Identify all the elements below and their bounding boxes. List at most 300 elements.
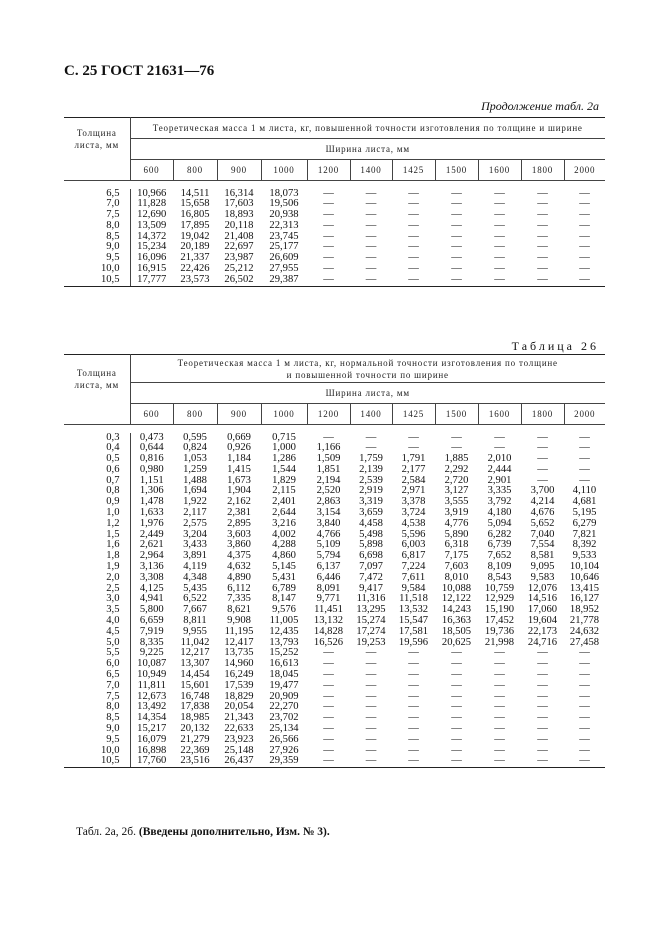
- mass-cell: 23,987: [224, 252, 254, 264]
- thickness-cell: 1,9: [64, 562, 130, 573]
- mass-cell: 3,136: [139, 561, 164, 573]
- mass-cell: 9,095: [530, 561, 555, 573]
- mass-cell: —: [537, 263, 548, 275]
- mass-cell: —: [537, 230, 548, 242]
- mass-cell: —: [408, 679, 419, 691]
- mass-cell: 12,435: [269, 625, 299, 637]
- mass-cell: 5,498: [359, 528, 383, 540]
- mass-cell: 5,890: [444, 528, 469, 540]
- mass-cell: 2,720: [444, 474, 469, 486]
- mass-cell: —: [579, 733, 590, 745]
- mass-cell: 16,363: [441, 615, 472, 627]
- mass-cell: 10,949: [137, 669, 167, 681]
- mass-cell: 2,863: [316, 496, 341, 508]
- mass-cell: —: [451, 669, 462, 681]
- mass-cell: —: [365, 198, 377, 210]
- mass-cell: 6,282: [487, 528, 512, 540]
- mass-cell: 2,520: [316, 485, 341, 497]
- thickness-cell: 5,0: [64, 638, 130, 649]
- mass-cell: 23,923: [224, 733, 254, 745]
- mass-cell: —: [494, 198, 505, 210]
- mass-cell: 22,426: [180, 263, 210, 275]
- mass-cell: 21,343: [224, 712, 254, 724]
- mass-cell: —: [365, 669, 377, 681]
- mass-cell: 3,555: [444, 496, 469, 508]
- mass-cell: 2,139: [359, 463, 383, 475]
- mass-cell: —: [451, 198, 462, 210]
- mass-cell: —: [451, 701, 462, 713]
- thickness-cell: 1,6: [64, 540, 130, 551]
- mass-cell: 3,127: [444, 485, 469, 497]
- mass-cell: 0,595: [183, 431, 207, 443]
- thickness-cell: 8,5: [64, 713, 130, 724]
- mass-cell: —: [579, 241, 590, 253]
- thickness-cell: 1,2: [64, 519, 130, 530]
- mass-cell: —: [579, 723, 590, 735]
- mass-cell: 22,270: [269, 701, 299, 713]
- thickness-cell: 3,5: [64, 605, 130, 616]
- mass-cell: —: [579, 209, 590, 221]
- mass-cell: 9,584: [401, 582, 426, 594]
- width-col-header: 900: [217, 404, 261, 425]
- mass-cell: 4,941: [139, 593, 164, 605]
- mass-cell: 2,644: [272, 507, 296, 519]
- mass-cell: 16,915: [137, 263, 167, 275]
- mass-cell: 4,125: [139, 582, 164, 594]
- mass-cell: 3,700: [530, 485, 555, 497]
- mass-cell: 10,104: [569, 561, 600, 573]
- width-col-header: 1000: [261, 404, 307, 425]
- mass-cell: 1,151: [139, 474, 164, 486]
- mass-cell: 19,604: [527, 615, 558, 627]
- mass-cell: 11,828: [137, 198, 167, 210]
- mass-cell: —: [365, 263, 377, 275]
- mass-cell: 24,716: [527, 636, 558, 648]
- mass-cell: 16,805: [180, 209, 210, 221]
- mass-cell: —: [451, 658, 462, 670]
- width-col-header: 1800: [521, 404, 564, 425]
- mass-cell: 6,522: [183, 593, 207, 605]
- mass-cell: 3,919: [444, 507, 469, 519]
- mass-cell: —: [365, 690, 377, 702]
- mass-cell: 6,698: [359, 550, 383, 562]
- mass-cell: 17,581: [398, 625, 429, 637]
- mass-cell: 17,274: [356, 625, 386, 637]
- mass-cell: 0,473: [139, 431, 164, 443]
- mass-cell: 14,354: [137, 712, 167, 724]
- mass-cell: —: [579, 187, 590, 199]
- mass-cell: —: [365, 679, 377, 691]
- mass-cell: 2,901: [487, 474, 512, 486]
- mass-cell: 5,794: [316, 550, 341, 562]
- mass-cell: —: [579, 252, 590, 264]
- mass-cell: 5,435: [183, 582, 207, 594]
- thickness-cell: 6,5: [64, 670, 130, 681]
- mass-cell: —: [365, 647, 377, 659]
- mass-cell: —: [365, 431, 377, 443]
- group-header: Теоретическая масса 1 м листа, кг, повышенной точности изготовления по толщине и ширине: [130, 118, 605, 139]
- mass-cell: 15,274: [356, 615, 386, 627]
- mass-cell: 7,667: [183, 604, 207, 616]
- mass-cell: —: [323, 230, 334, 242]
- stub-header-thickness: [64, 355, 130, 404]
- table-row: [64, 756, 605, 767]
- mass-cell: 16,079: [137, 733, 167, 745]
- thickness-cell: 4,0: [64, 616, 130, 627]
- mass-cell: —: [494, 263, 505, 275]
- mass-cell: —: [365, 712, 377, 724]
- thickness-cell: 7,5: [64, 692, 130, 703]
- thickness-cell: 2,0: [64, 573, 130, 584]
- thickness-cell: 6,0: [64, 659, 130, 670]
- mass-cell: —: [408, 209, 419, 221]
- thickness-cell: 9,0: [64, 242, 130, 253]
- mass-cell: 3,840: [316, 517, 341, 529]
- mass-cell: 3,792: [487, 496, 512, 508]
- mass-cell: —: [579, 198, 590, 210]
- mass-cell: —: [451, 241, 462, 253]
- mass-cell: 11,518: [399, 593, 428, 605]
- mass-cell: —: [323, 733, 334, 745]
- mass-cell: 17,452: [484, 615, 515, 627]
- mass-cell: 9,583: [530, 571, 555, 583]
- mass-cell: —: [537, 690, 548, 702]
- mass-cell: —: [537, 647, 548, 659]
- mass-cell: 0,715: [272, 431, 296, 443]
- mass-cell: 14,511: [180, 187, 210, 199]
- mass-cell: 13,532: [398, 604, 429, 616]
- mass-cell: —: [408, 658, 419, 670]
- mass-cell: 12,690: [137, 209, 167, 221]
- mass-cell: —: [494, 219, 505, 231]
- mass-cell: 7,611: [401, 571, 426, 583]
- mass-cell: 20,938: [269, 209, 299, 221]
- mass-cell: —: [494, 712, 505, 724]
- mass-cell: 14,454: [180, 669, 210, 681]
- mass-cell: —: [451, 431, 462, 443]
- mass-cell: —: [451, 219, 462, 231]
- mass-cell: 1,544: [272, 463, 296, 475]
- mass-cell: —: [408, 431, 419, 443]
- stub-blank: [64, 160, 130, 181]
- mass-cell: —: [323, 701, 334, 713]
- mass-cell: —: [408, 187, 419, 199]
- mass-cell: 1,904: [227, 485, 251, 497]
- group-header-line1: Теоретическая масса 1 м листа, кг, нормальной точности изготовления по толщине: [177, 357, 558, 368]
- mass-cell: —: [537, 463, 548, 475]
- table-row: [64, 681, 605, 692]
- spacer-cell: [64, 180, 130, 189]
- mass-cell: 1,633: [139, 507, 164, 519]
- mass-cell: 1,694: [183, 485, 207, 497]
- mass-cell: —: [579, 442, 590, 454]
- mass-cell: 2,575: [183, 517, 207, 529]
- mass-cell: 18,985: [180, 712, 210, 724]
- mass-cell: —: [494, 733, 505, 745]
- mass-cell: 16,314: [224, 187, 254, 199]
- mass-cell: 6,789: [272, 582, 296, 594]
- mass-cell: —: [579, 463, 590, 475]
- mass-cell: 4,180: [487, 507, 512, 519]
- mass-cell: 22,313: [269, 219, 299, 231]
- thickness-cell: 0,6: [64, 465, 130, 476]
- mass-cell: 15,658: [180, 198, 210, 210]
- mass-cell: —: [494, 744, 505, 756]
- mass-cell: —: [408, 263, 419, 275]
- width-header: Ширина листа, мм: [130, 139, 605, 160]
- thickness-cell: 1,0: [64, 508, 130, 519]
- table-row: [64, 275, 605, 286]
- mass-cell: 25,134: [269, 723, 299, 735]
- mass-cell: 3,378: [401, 496, 426, 508]
- thickness-cell: 8,5: [64, 232, 130, 243]
- mass-cell: 24,632: [569, 625, 600, 637]
- width-col-header: 1200: [307, 404, 350, 425]
- mass-cell: 3,308: [139, 571, 164, 583]
- mass-cell: 18,045: [269, 669, 299, 681]
- mass-cell: 3,891: [183, 550, 207, 562]
- stub-header-line2: листа, мм: [74, 139, 119, 150]
- table-caption: Таблица 26: [511, 339, 599, 353]
- mass-cell: —: [408, 723, 419, 735]
- mass-cell: 27,458: [569, 636, 600, 648]
- mass-cell: 2,584: [401, 474, 426, 486]
- mass-cell: —: [408, 198, 419, 210]
- mass-cell: 14,516: [527, 593, 558, 605]
- width-col-header: 1425: [392, 160, 435, 181]
- mass-cell: —: [392, 756, 435, 767]
- mass-cell: —: [494, 442, 505, 454]
- mass-cell: 7,652: [487, 550, 512, 562]
- thickness-cell: 1,8: [64, 551, 130, 562]
- mass-cell: 10,087: [137, 658, 167, 670]
- mass-cell: —: [478, 275, 521, 286]
- width-col-header: 1500: [435, 404, 478, 425]
- mass-cell: 22,369: [180, 744, 210, 756]
- mass-cell: —: [478, 756, 521, 767]
- table-2b-body: [64, 424, 605, 768]
- mass-cell: —: [323, 187, 334, 199]
- mass-cell: —: [494, 658, 505, 670]
- mass-cell: 13,793: [269, 636, 299, 648]
- mass-cell: —: [365, 442, 377, 454]
- mass-cell: 13,295: [356, 604, 386, 616]
- mass-cell: —: [408, 647, 419, 659]
- mass-cell: 20,118: [224, 219, 254, 231]
- mass-cell: 1,000: [272, 442, 296, 454]
- mass-cell: —: [537, 474, 548, 486]
- mass-cell: 14,828: [313, 625, 344, 637]
- mass-cell: —: [408, 701, 419, 713]
- mass-cell: 14,372: [137, 230, 167, 242]
- mass-cell: —: [365, 187, 377, 199]
- mass-cell: 1,286: [272, 453, 296, 465]
- mass-cell: —: [564, 756, 605, 767]
- mass-cell: —: [365, 230, 377, 242]
- mass-cell: 26,437: [217, 756, 261, 767]
- width-col-header: 1425: [392, 404, 435, 425]
- mass-cell: 18,505: [441, 625, 472, 637]
- mass-cell: —: [365, 723, 377, 735]
- mass-cell: —: [408, 669, 419, 681]
- mass-cell: 11,811: [137, 679, 166, 691]
- mass-cell: 12,217: [180, 647, 210, 659]
- mass-cell: —: [451, 733, 462, 745]
- mass-cell: 5,652: [530, 517, 555, 529]
- mass-cell: 14,243: [441, 604, 472, 616]
- mass-cell: 9,955: [183, 625, 207, 637]
- mass-cell: —: [323, 712, 334, 724]
- mass-cell: 2,177: [401, 463, 426, 475]
- mass-cell: 4,288: [272, 539, 296, 551]
- mass-cell: 7,919: [139, 625, 164, 637]
- mass-cell: 29,359: [261, 756, 307, 767]
- mass-cell: 5,094: [487, 517, 512, 529]
- mass-cell: 26,502: [217, 275, 261, 286]
- mass-cell: —: [323, 252, 334, 264]
- mass-cell: —: [537, 219, 548, 231]
- mass-cell: 12,122: [441, 593, 472, 605]
- mass-cell: 25,177: [269, 241, 299, 253]
- mass-cell: 12,417: [224, 636, 254, 648]
- mass-cell: —: [494, 209, 505, 221]
- mass-cell: —: [451, 647, 462, 659]
- mass-cell: 13,509: [137, 219, 167, 231]
- thickness-cell: 4,5: [64, 627, 130, 638]
- thickness-cell: 0,9: [64, 497, 130, 508]
- mass-cell: 5,800: [139, 604, 164, 616]
- mass-cell: 15,234: [137, 241, 167, 253]
- mass-cell: 18,829: [224, 690, 254, 702]
- mass-cell: 7,224: [401, 561, 426, 573]
- mass-cell: 18,893: [224, 209, 254, 221]
- mass-cell: —: [408, 241, 419, 253]
- mass-cell: —: [537, 442, 548, 454]
- stub-blank: [64, 404, 130, 425]
- thickness-cell: 0,3: [64, 433, 130, 444]
- mass-cell: 2,401: [272, 496, 296, 508]
- mass-cell: —: [494, 252, 505, 264]
- mass-cell: —: [408, 252, 419, 264]
- mass-cell: 25,212: [224, 263, 254, 275]
- mass-cell: 4,538: [401, 517, 426, 529]
- thickness-cell: 0,5: [64, 454, 130, 465]
- mass-cell: —: [579, 219, 590, 231]
- continuation-label: Продолжение табл. 2а: [481, 99, 599, 113]
- mass-cell: 0,669: [227, 431, 251, 443]
- mass-cell: —: [537, 431, 548, 443]
- mass-cell: 29,387: [261, 275, 307, 286]
- mass-cell: 1,259: [183, 463, 207, 475]
- thickness-cell: 9,0: [64, 724, 130, 735]
- mass-cell: 13,132: [313, 615, 344, 627]
- mass-cell: 8,543: [487, 571, 512, 583]
- mass-cell: —: [579, 669, 590, 681]
- thickness-cell: 10,0: [64, 264, 130, 275]
- mass-cell: —: [365, 701, 377, 713]
- thickness-cell: 6,5: [64, 189, 130, 200]
- mass-cell: —: [451, 252, 462, 264]
- mass-cell: —: [579, 658, 590, 670]
- mass-cell: 8,147: [272, 593, 296, 605]
- mass-cell: —: [451, 230, 462, 242]
- mass-cell: 7,472: [359, 571, 383, 583]
- mass-cell: 0,816: [139, 453, 164, 465]
- mass-cell: —: [451, 690, 462, 702]
- mass-cell: 14,960: [224, 658, 254, 670]
- stub-header-line1: Толщина: [76, 368, 117, 379]
- table-2a-continuation: [64, 117, 605, 287]
- mass-cell: —: [323, 219, 334, 231]
- group-header-line2: и повышенной точности по ширине: [286, 369, 449, 380]
- mass-cell: 8,811: [183, 615, 207, 627]
- spacer-cell: [64, 424, 130, 433]
- table-2a-body: [64, 180, 605, 286]
- mass-cell: —: [537, 723, 548, 735]
- mass-cell: 5,109: [316, 539, 341, 551]
- mass-cell: 13,492: [137, 701, 167, 713]
- mass-cell: 2,539: [359, 474, 383, 486]
- thickness-cell: 0,4: [64, 443, 130, 454]
- mass-cell: —: [494, 723, 505, 735]
- mass-cell: —: [408, 712, 419, 724]
- mass-cell: 1,759: [359, 453, 383, 465]
- mass-cell: 3,659: [359, 507, 383, 519]
- mass-cell: 2,292: [444, 463, 469, 475]
- mass-cell: 16,249: [224, 669, 254, 681]
- mass-cell: —: [408, 733, 419, 745]
- mass-cell: 25,148: [224, 744, 254, 756]
- mass-cell: 9,771: [316, 593, 341, 605]
- mass-cell: 10,759: [484, 582, 515, 594]
- mass-cell: 21,778: [569, 615, 600, 627]
- mass-cell: 4,375: [227, 550, 251, 562]
- mass-cell: 1,184: [227, 453, 251, 465]
- mass-cell: 15,217: [137, 723, 167, 735]
- thickness-cell: 10,5: [64, 756, 130, 767]
- mass-cell: 0,980: [139, 463, 164, 475]
- mass-cell: 17,603: [224, 198, 254, 210]
- mass-cell: 7,821: [572, 528, 597, 540]
- mass-cell: 15,601: [180, 679, 210, 691]
- mass-cell: 4,214: [530, 496, 555, 508]
- mass-cell: 11,042: [180, 636, 210, 648]
- mass-cell: —: [451, 744, 462, 756]
- mass-cell: —: [537, 209, 548, 221]
- mass-cell: 17,060: [527, 604, 558, 616]
- mass-cell: 6,446: [316, 571, 341, 583]
- mass-cell: —: [365, 209, 377, 221]
- mass-cell: 6,817: [401, 550, 426, 562]
- mass-cell: —: [579, 474, 590, 486]
- mass-cell: —: [494, 690, 505, 702]
- mass-cell: 3,319: [359, 496, 383, 508]
- mass-cell: 17,760: [130, 756, 173, 767]
- mass-cell: —: [408, 442, 419, 454]
- mass-cell: —: [537, 658, 548, 670]
- mass-cell: 8,581: [530, 550, 555, 562]
- mass-cell: —: [365, 219, 377, 231]
- stub-header-line1: Толщина: [76, 127, 117, 138]
- mass-cell: —: [494, 230, 505, 242]
- mass-cell: 7,097: [359, 561, 383, 573]
- table-row: [64, 735, 605, 746]
- mass-cell: 15,252: [269, 647, 299, 659]
- mass-cell: 16,096: [137, 252, 167, 264]
- mass-cell: 8,335: [139, 636, 164, 648]
- mass-cell: —: [494, 679, 505, 691]
- stub-header-line2: листа, мм: [74, 380, 119, 391]
